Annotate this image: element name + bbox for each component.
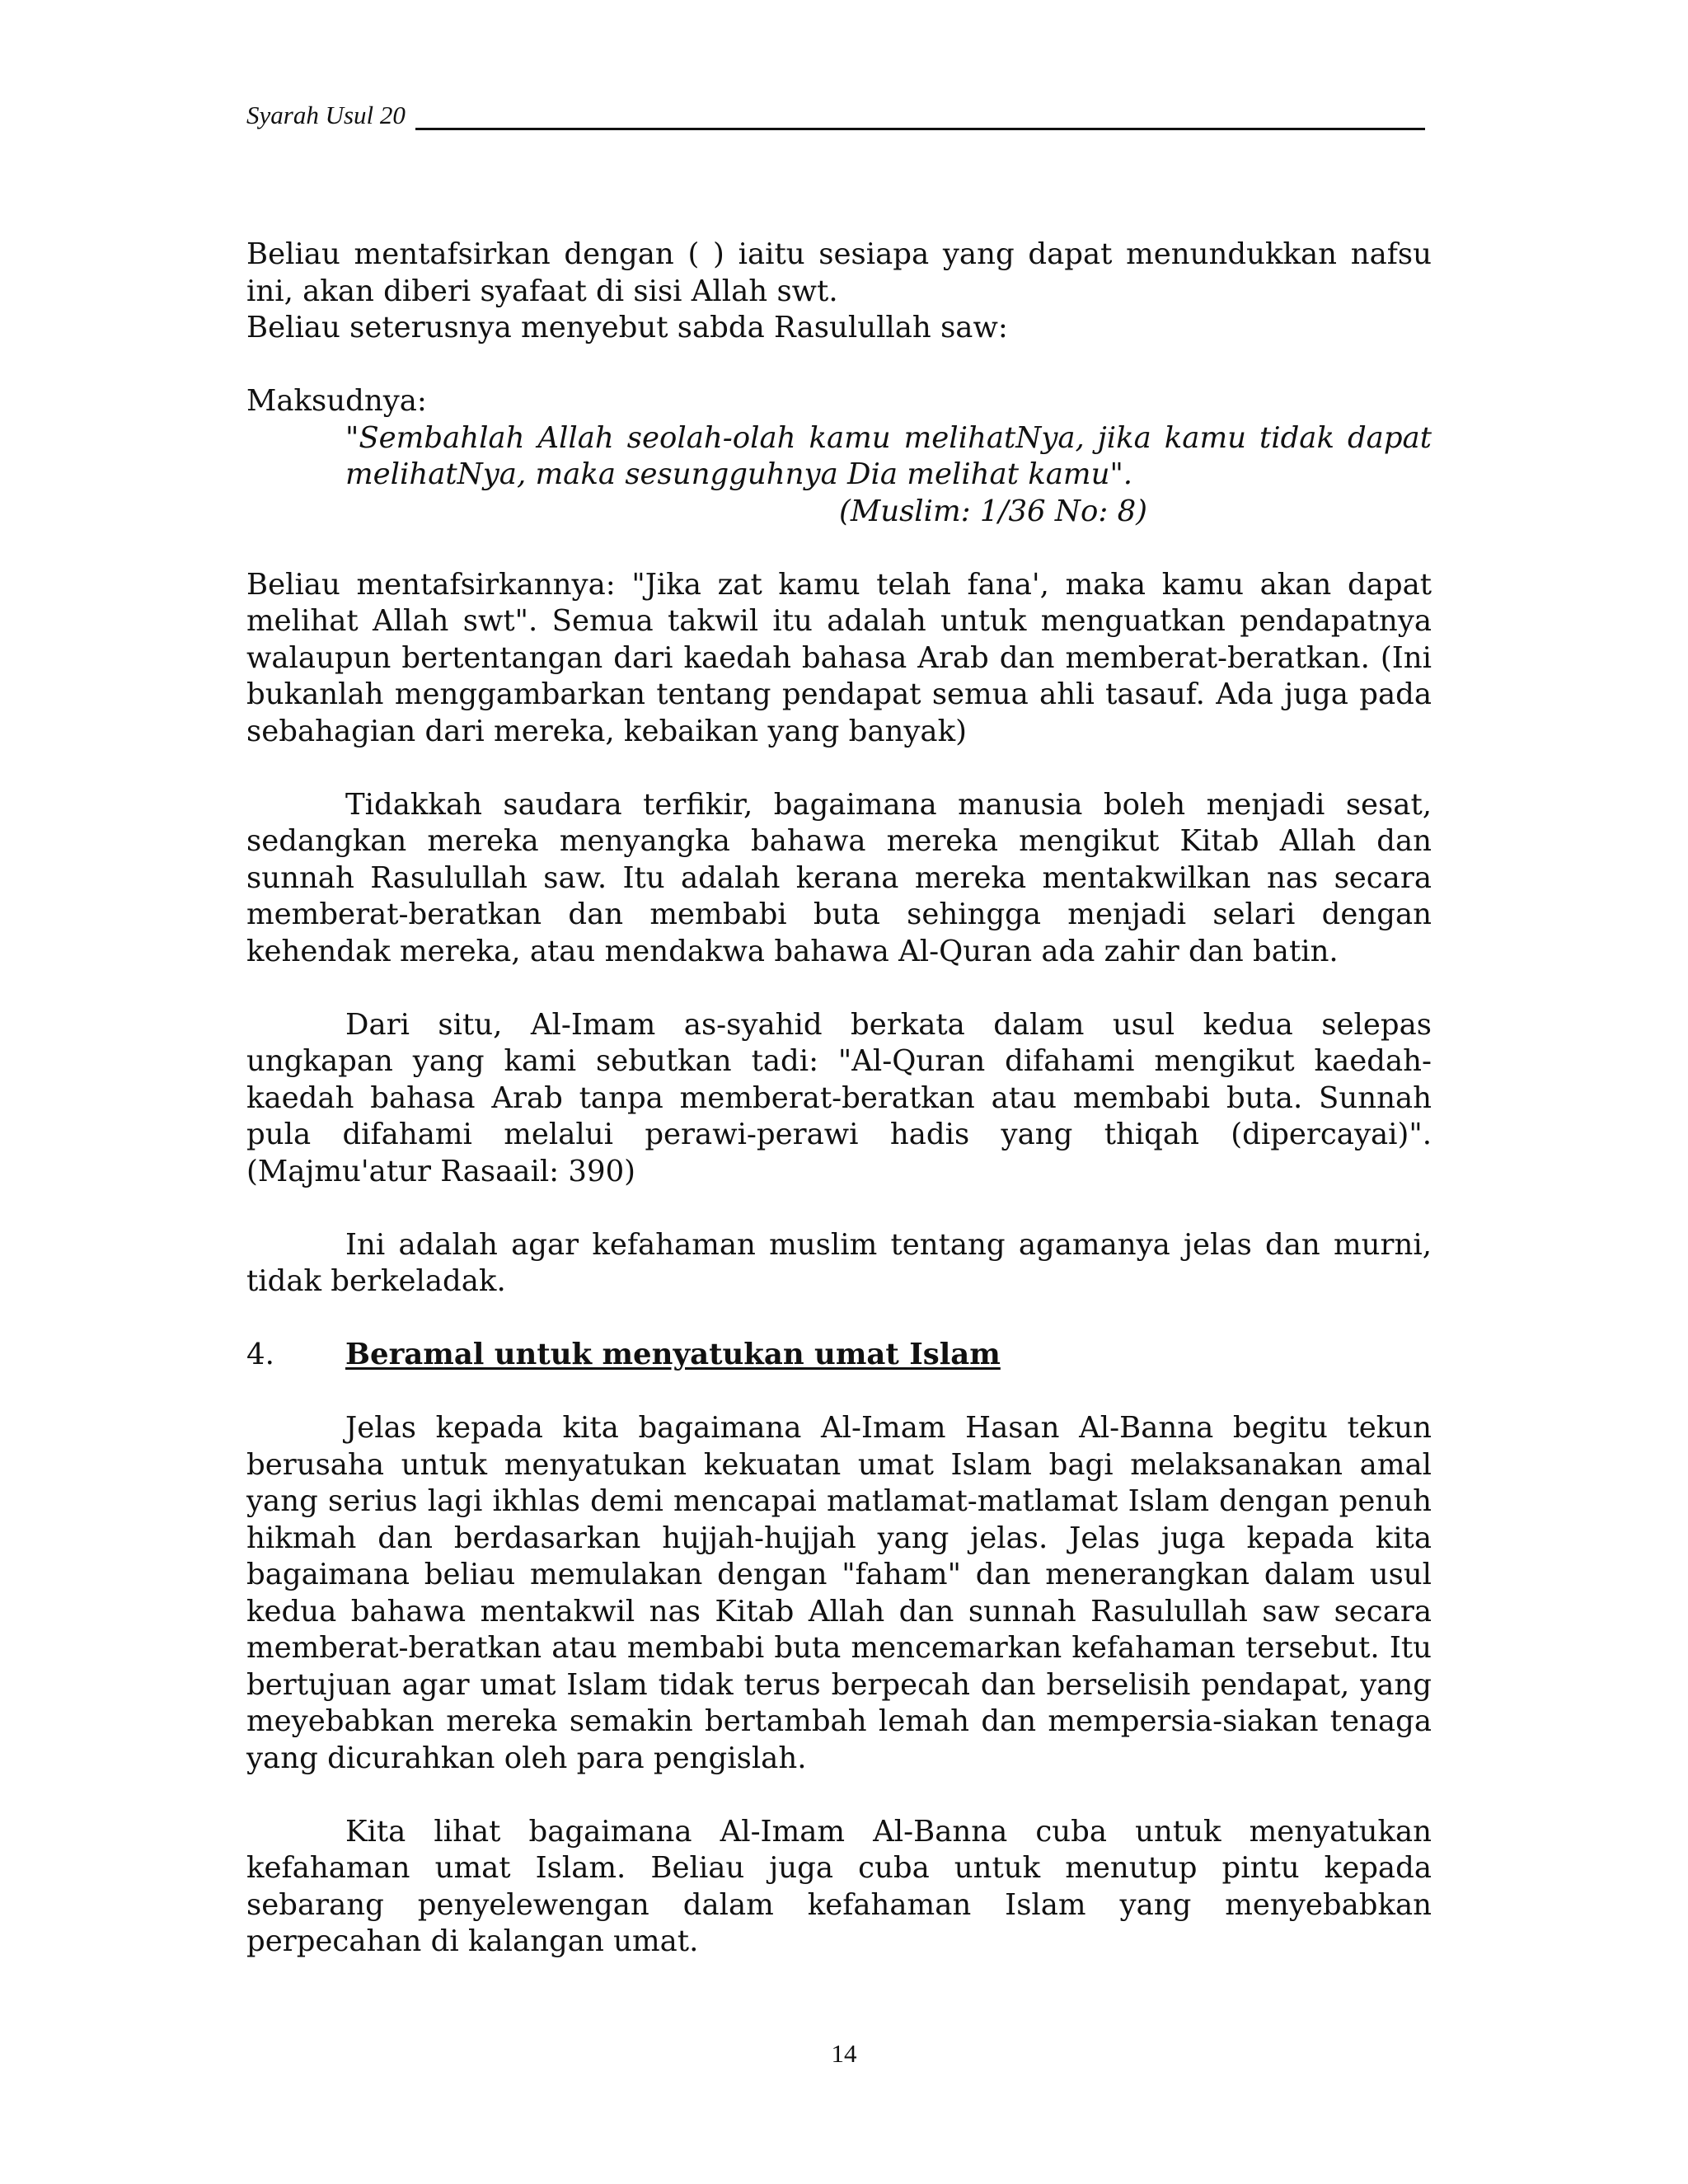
paragraph-5: Dari situ, Al-Imam as-syahid berkata dalam usul kedua selepas ungkapan yang kami sebutkan tadi: "Al-Quran difahami mengikut kaedah-kaedah bahasa Arab tanpa memberat-beratkan atau membabi buta. Sunnah pula difahami melalui perawi-perawi hadis yang thiqah (dipercayai)". (Majmu'atur Rasaail: 390): [246, 1007, 1432, 1188]
section-number: 4.: [246, 1338, 274, 1371]
section-heading: [246, 1337, 1432, 1374]
header-rule: [415, 128, 1425, 130]
page-number: 14: [831, 2039, 857, 2068]
spacer: [246, 750, 1432, 787]
spacer: [246, 347, 1432, 384]
spacer: [246, 970, 1432, 1007]
body-text: [246, 237, 1432, 1961]
spacer: [246, 1301, 1432, 1338]
quote-text: "Sembahlah Allah seolah-olah kamu melihatNya, jika kamu tidak dapat melihatNya, maka sesungguhnya Dia melihat kamu".: [345, 420, 1432, 491]
section-title: Beramal untuk menyatukan umat Islam: [345, 1338, 1001, 1371]
paragraph-6: Ini adalah agar kefahaman muslim tentang agamanya jelas dan murni, tidak berkeladak.: [246, 1227, 1432, 1298]
spacer: [246, 530, 1432, 567]
paragraph-8: Kita lihat bagaimana Al-Imam Al-Banna cuba untuk menyatukan kefahaman umat Islam. Beliau juga cuba untuk menutup pintu kepada sebarang penyelewengan dalam kefahaman Islam yang menyebabkan perpecahan di kalangan umat.: [246, 1814, 1432, 1958]
paragraph-1: Beliau mentafsirkan dengan ( ) iaitu sesiapa yang dapat menundukkan nafsu ini, akan diberi syafaat di sisi Allah swt.: [246, 237, 1432, 308]
running-header: [246, 97, 1425, 137]
spacer: [246, 1374, 1432, 1411]
spacer: [246, 1190, 1432, 1227]
paragraph-4: Tidakkah saudara terfikir, bagaimana manusia boleh menjadi sesat, sedangkan mereka menyangka bahawa mereka mengikut Kitab Allah dan sunnah Rasulullah saw. Itu adalah kerana mereka mentakwilkan nas secara memberat-beratkan dan membabi buta sehingga menjadi selari dengan kehendak mereka, atau mendakwa bahawa Al-Quran ada zahir dan batin.: [246, 787, 1432, 968]
maksud-label: Maksudnya:: [246, 384, 427, 418]
quote-source: (Muslim: 1/36 No: 8): [839, 494, 1148, 528]
paragraph-2: Beliau seterusnya menyebut sabda Rasulullah saw:: [246, 311, 1008, 344]
paragraph-3: Beliau mentafsirkannya: "Jika zat kamu telah fana', maka kamu akan dapat melihat Allah swt". Semua takwil itu adalah untuk menguatkan pendapatnya walaupun bertentangan dari kaedah bahasa Arab dan memberat-beratkan. (Ini bukanlah menggambarkan tentang pendapat semua ahli tasauf. Ada juga pada sebahagian dari mereka, kebaikan yang banyak): [246, 567, 1432, 748]
hadith-quote: [345, 420, 1432, 531]
spacer: [246, 1777, 1432, 1814]
paragraph-7: Jelas kepada kita bagaimana Al-Imam Hasan Al-Banna begitu tekun berusaha untuk menyatukan kekuatan umat Islam bagi melaksanakan amal yang serius lagi ikhlas demi mencapai matlamat-matlamat Islam dengan penuh hikmah dan berdasarkan hujjah-hujjah yang jelas. Jelas juga kepada kita bagaimana beliau memulakan dengan "faham" dan menerangkan dalam usul kedua bahawa mentakwil nas Kitab Allah dan sunnah Rasulullah saw secara memberat-beratkan atau membabi buta mencemarkan kefahaman tersebut. Itu bertujuan agar umat Islam tidak terus berpecah dan berselisih pendapat, yang meyebabkan mereka semakin bertambah lemah dan mempersia-siakan tenaga yang dicurahkan oleh para pengislah.: [246, 1411, 1432, 1775]
header-title: Syarah Usul 20: [246, 99, 407, 132]
